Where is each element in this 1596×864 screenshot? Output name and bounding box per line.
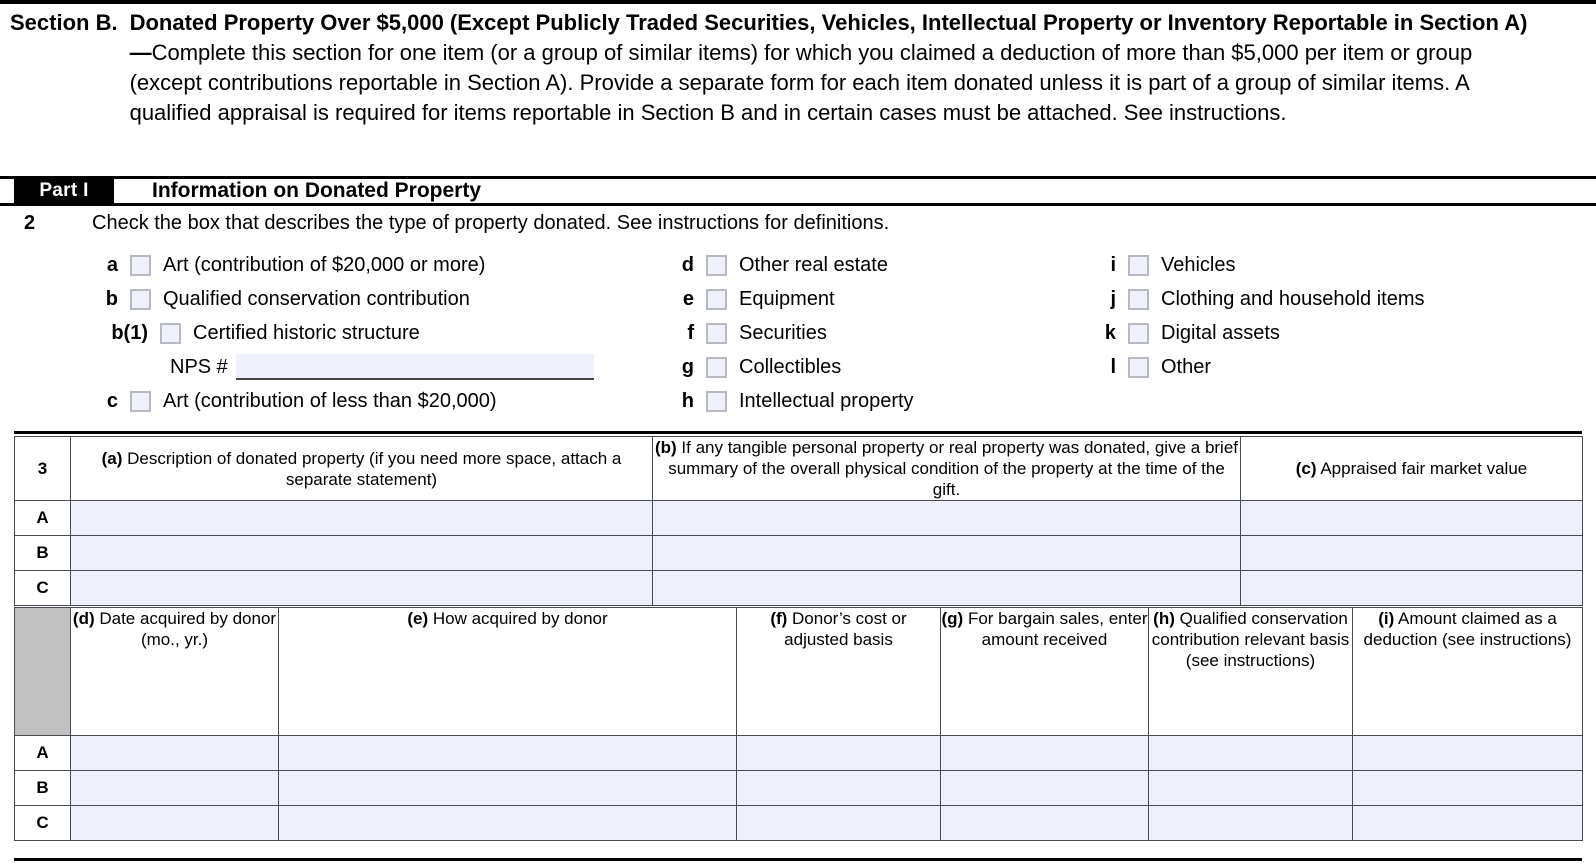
checkbox-box-i[interactable] (1128, 255, 1149, 276)
checkbox-item-a[interactable] (92, 248, 652, 282)
checkbox-label-c: Art (contribution of less than $20,000) (163, 389, 497, 412)
column-tag-g: (g) (941, 609, 964, 628)
table-header-row (15, 608, 1583, 736)
checkbox-box-l[interactable] (1128, 357, 1149, 378)
cell-b-conservation-basis[interactable] (1149, 771, 1353, 806)
column-tag-b: (b) (654, 438, 677, 457)
row-letter-b-bottom: B (15, 771, 71, 806)
nps-label: NPS # (170, 355, 228, 378)
checkbox-letter-e: e (682, 287, 694, 310)
checkbox-column-middle (668, 248, 1078, 418)
cell-c-condition[interactable] (653, 571, 1241, 606)
column-tag-c: (c) (1295, 459, 1317, 478)
checkbox-item-j[interactable] (1090, 282, 1590, 316)
part-one-tag: Part I (14, 179, 114, 203)
cell-c-fmv[interactable] (1241, 571, 1583, 606)
cell-b-fmv[interactable] (1241, 536, 1583, 571)
line-3-number: 3 (15, 437, 71, 501)
cell-c-bargain-amount[interactable] (941, 806, 1149, 841)
table-header-row (15, 437, 1583, 501)
nps-number-row (92, 350, 652, 384)
row-letter-c-bottom: C (15, 806, 71, 841)
checkbox-label-d: Other real estate (739, 253, 888, 276)
row-letter-c-top: C (15, 571, 71, 606)
cell-a-bargain-amount[interactable] (941, 736, 1149, 771)
checkbox-label-a: Art (contribution of $20,000 or more) (163, 253, 486, 276)
checkbox-label-k: Digital assets (1161, 321, 1280, 344)
row-letter-a-bottom: A (15, 736, 71, 771)
checkbox-item-h[interactable] (668, 384, 1078, 418)
checkbox-item-b1[interactable] (92, 316, 652, 350)
checkbox-letter-c: c (106, 389, 118, 412)
checkbox-item-g[interactable] (668, 350, 1078, 384)
column-header-a (71, 437, 653, 501)
cell-a-description[interactable] (71, 501, 653, 536)
column-text-b: If any tangible personal property or real property was donated, give a brief summary of the overall physical condition of the property at the time of the gift. (668, 438, 1239, 499)
cell-c-conservation-basis[interactable] (1149, 806, 1353, 841)
table-row (15, 771, 1583, 806)
checkbox-item-k[interactable] (1090, 316, 1590, 350)
checkbox-box-h[interactable] (706, 391, 727, 412)
checkbox-box-k[interactable] (1128, 323, 1149, 344)
cell-b-amount-claimed[interactable] (1353, 771, 1583, 806)
checkbox-item-d[interactable] (668, 248, 1078, 282)
checkbox-label-f: Securities (739, 321, 827, 344)
checkbox-label-h: Intellectual property (739, 389, 914, 412)
checkbox-letter-d: d (681, 253, 694, 276)
checkbox-label-b: Qualified conservation contribution (163, 287, 470, 310)
corner-gray-cell (15, 608, 71, 736)
column-tag-i: (i) (1378, 609, 1395, 628)
column-tag-h: (h) (1153, 609, 1175, 628)
checkbox-item-b[interactable] (92, 282, 652, 316)
cell-b-condition[interactable] (653, 536, 1241, 571)
column-text-a: Description of donated property (if you need more space, attach a separate statement) (122, 448, 622, 489)
checkbox-label-i: Vehicles (1161, 253, 1236, 276)
cell-a-amount-claimed[interactable] (1353, 736, 1583, 771)
cell-c-donor-cost[interactable] (737, 806, 941, 841)
checkbox-item-e[interactable] (668, 282, 1078, 316)
bottom-rule (14, 858, 1582, 861)
cell-c-how-acquired[interactable] (279, 806, 737, 841)
section-b-body-text: Complete this section for one item (or a group of similar items) for which you claimed a deduction of more than $5,000 per item or group (except contributions reportable in Section A). Provide a separate form for each item donated unless it is part of a group of similar items. A qualified appraisal is required for items reportable in Section B and in certain cases must be attached. See instructions. (129, 40, 1473, 125)
cell-b-description[interactable] (71, 536, 653, 571)
checkbox-box-e[interactable] (706, 289, 727, 310)
checkbox-column-left (92, 248, 652, 418)
checkbox-label-e: Equipment (739, 287, 835, 310)
checkbox-box-c[interactable] (130, 391, 151, 412)
section-b-title: Donated Property Over $5,000 (Except Publicly Traded Securities, Vehicles, Intellectual Property or Inventory Reportable in Section A) (129, 10, 1528, 35)
cell-a-fmv[interactable] (1241, 501, 1583, 536)
column-header-d (71, 608, 279, 736)
column-text-g: For bargain sales, enter amount received (963, 609, 1148, 649)
section-b-dash: — (129, 40, 152, 65)
column-text-h: Qualified conservation contribution relevant basis (see instructions) (1151, 609, 1350, 670)
donated-property-table-bottom (14, 607, 1583, 841)
cell-b-bargain-amount[interactable] (941, 771, 1149, 806)
table-row (15, 736, 1583, 771)
cell-a-date-acquired[interactable] (71, 736, 279, 771)
cell-a-conservation-basis[interactable] (1149, 736, 1353, 771)
column-header-i (1353, 608, 1583, 736)
column-header-e (279, 608, 737, 736)
checkbox-column-right (1090, 248, 1590, 384)
column-text-e: How acquired by donor (428, 609, 608, 628)
checkbox-label-g: Collectibles (739, 355, 842, 378)
checkbox-box-b1[interactable] (160, 323, 181, 344)
cell-a-condition[interactable] (653, 501, 1241, 536)
checkbox-label-b1: Certified historic structure (193, 321, 420, 344)
checkbox-box-j[interactable] (1128, 289, 1149, 310)
column-header-f (737, 608, 941, 736)
table-row (15, 536, 1583, 571)
column-text-i: Amount claimed as a deduction (see instructions) (1363, 609, 1572, 649)
line-2-instruction: Check the box that describes the type of property donated. See instructions for definitions. (92, 212, 890, 234)
checkbox-box-d[interactable] (706, 255, 727, 276)
section-b-label: Section B. (10, 10, 118, 35)
checkbox-letter-k: k (1104, 321, 1116, 344)
checkbox-letter-f: f (687, 321, 694, 344)
row-letter-b-top: B (15, 536, 71, 571)
checkbox-letter-a: a (106, 253, 118, 276)
checkbox-label-j: Clothing and household items (1161, 287, 1425, 310)
table-row (15, 806, 1583, 841)
cell-a-donor-cost[interactable] (737, 736, 941, 771)
column-header-b (653, 437, 1241, 501)
section-b-description (118, 8, 1530, 128)
checkbox-label-l: Other (1161, 355, 1212, 378)
checkbox-box-a[interactable] (130, 255, 151, 276)
checkbox-box-f[interactable] (706, 323, 727, 344)
section-b-heading (0, 8, 1596, 128)
checkbox-letter-l: l (1110, 355, 1116, 378)
line-2-number: 2 (24, 212, 36, 234)
part-one-bar (0, 176, 1596, 206)
cell-c-amount-claimed[interactable] (1353, 806, 1583, 841)
checkbox-item-c[interactable] (92, 384, 652, 418)
column-tag-d: (d) (72, 609, 95, 628)
checkbox-letter-j: j (1110, 287, 1116, 310)
column-tag-f: (f) (770, 609, 788, 628)
checkbox-letter-h: h (681, 389, 694, 412)
cell-b-date-acquired[interactable] (71, 771, 279, 806)
checkbox-letter-b1: b(1) (111, 321, 148, 344)
column-text-c: Appraised fair market value (1316, 459, 1528, 478)
table-top-rule (14, 431, 1582, 434)
cell-c-date-acquired[interactable] (71, 806, 279, 841)
table-row (15, 571, 1583, 606)
part-one-title: Information on Donated Property (152, 179, 482, 202)
checkbox-letter-b: b (105, 287, 118, 310)
checkbox-item-f[interactable] (668, 316, 1078, 350)
column-header-h (1149, 608, 1353, 736)
column-text-f: Donor’s cost or adjusted basis (784, 609, 907, 649)
cell-b-how-acquired[interactable] (279, 771, 737, 806)
checkbox-box-g[interactable] (706, 357, 727, 378)
checkbox-item-l[interactable] (1090, 350, 1590, 384)
table-row (15, 501, 1583, 536)
column-tag-a: (a) (101, 448, 123, 468)
top-rule (0, 0, 1596, 4)
cell-a-how-acquired[interactable] (279, 736, 737, 771)
checkbox-letter-g: g (681, 355, 694, 378)
nps-input[interactable] (236, 354, 594, 380)
column-text-d: Date acquired by donor (mo., yr.) (94, 609, 277, 649)
checkbox-letter-i: i (1110, 253, 1116, 276)
column-header-g (941, 608, 1149, 736)
checkbox-item-i[interactable] (1090, 248, 1590, 282)
column-tag-e: (e) (407, 609, 429, 628)
row-letter-a-top: A (15, 501, 71, 536)
column-header-c (1241, 437, 1583, 501)
cell-b-donor-cost[interactable] (737, 771, 941, 806)
donated-property-table-top (14, 436, 1583, 606)
cell-c-description[interactable] (71, 571, 653, 606)
checkbox-box-b[interactable] (130, 289, 151, 310)
